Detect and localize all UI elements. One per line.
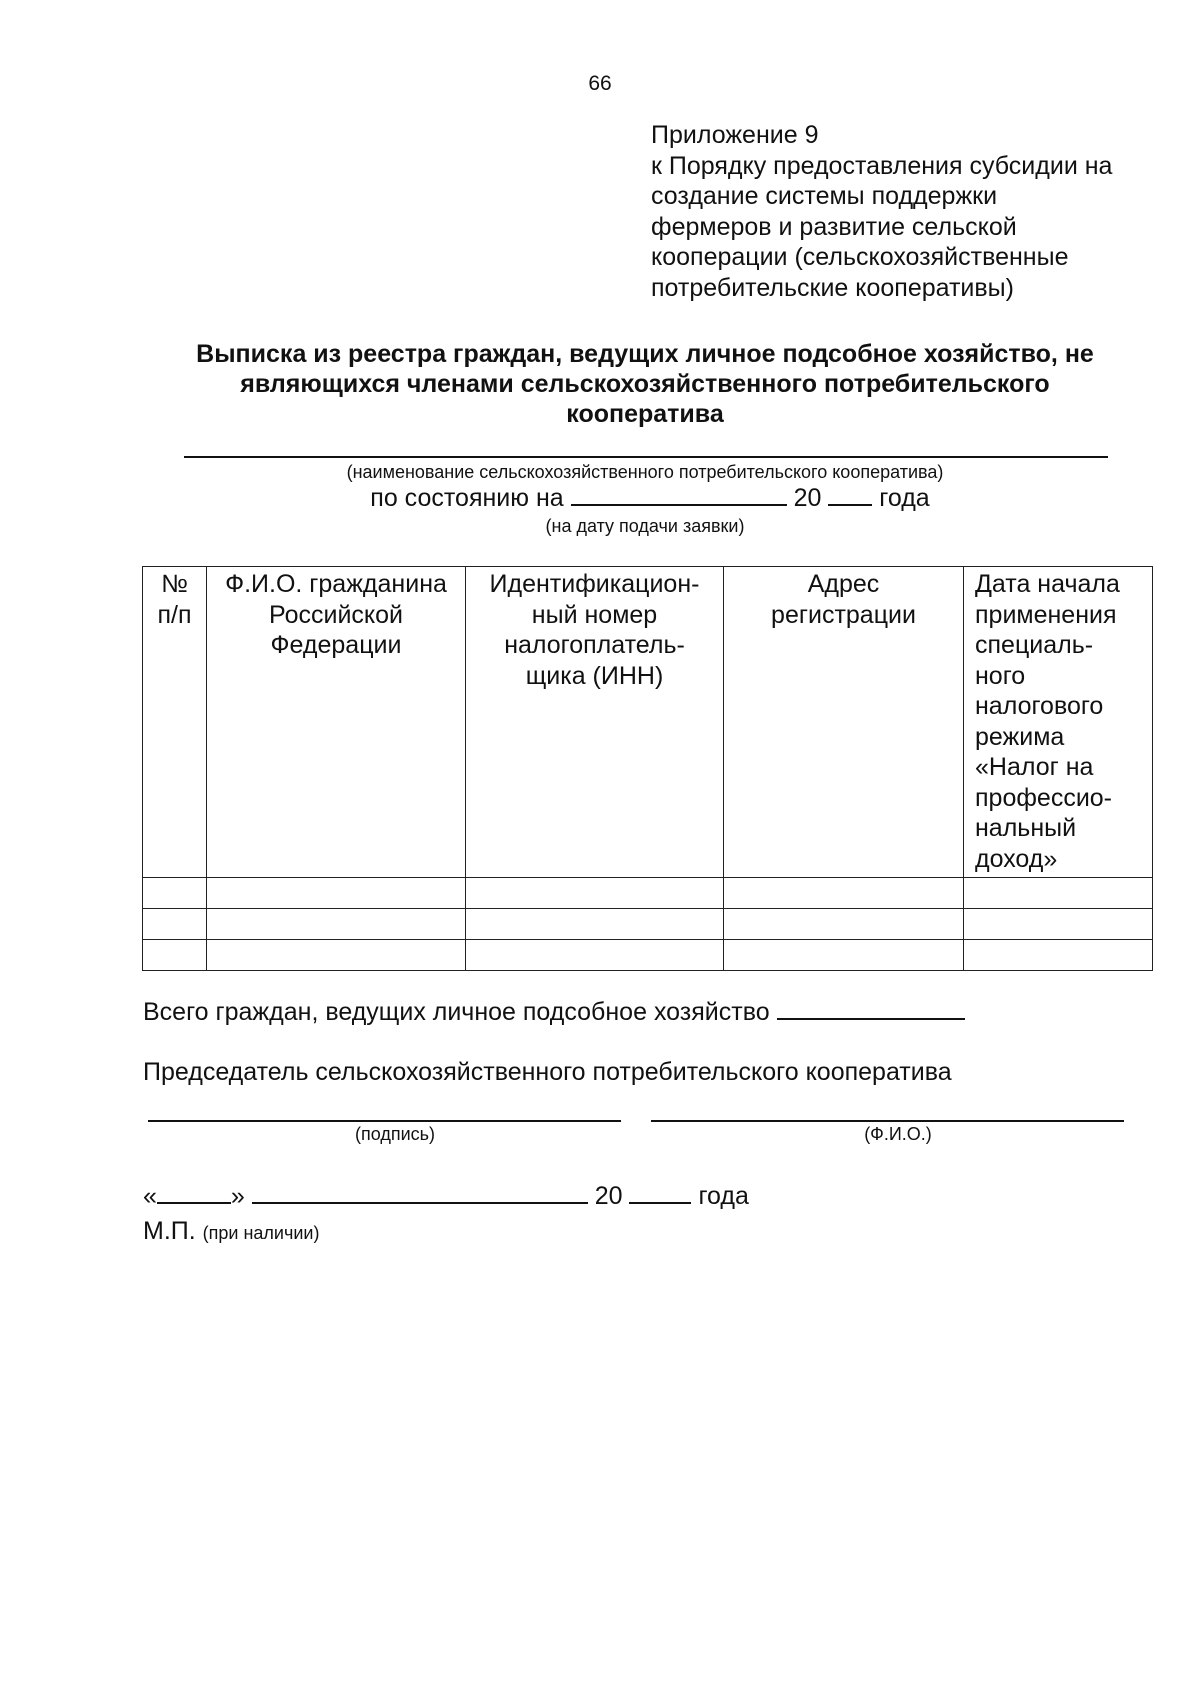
total-citizens-line <box>143 998 965 1027</box>
table-cell[interactable] <box>724 940 964 971</box>
table-cell[interactable] <box>466 878 724 909</box>
signature-caption: (подпись) <box>354 1124 436 1144</box>
signing-year-prefix: 20 <box>594 1182 623 1210</box>
table-cell[interactable] <box>466 909 724 940</box>
title-line: Выписка из реестра граждан, ведущих личное подсобное хозяйство, не <box>196 340 1094 368</box>
title-line: являющихся членами сельскохозяйственного потребительского <box>240 370 1050 398</box>
table-cell[interactable] <box>466 940 724 971</box>
chairman-label: Председатель сельскохозяйственного потребительского кооператива <box>143 1058 952 1086</box>
as-of-year-field[interactable] <box>828 484 872 506</box>
header-number: № п/п <box>143 567 207 878</box>
table-header-row <box>143 567 1153 878</box>
table-cell[interactable] <box>143 940 207 971</box>
as-of-caption: (на дату подачи заявки) <box>545 516 745 536</box>
table-cell[interactable] <box>143 909 207 940</box>
as-of-date-line <box>0 484 1200 513</box>
table-cell[interactable] <box>143 878 207 909</box>
table-cell[interactable] <box>207 909 466 940</box>
stamp-label: М.П. <box>143 1217 196 1245</box>
cooperative-name-field[interactable] <box>184 456 1108 458</box>
appendix-line: фермеров и развитие сельской <box>651 212 1017 241</box>
page-number: 66 <box>588 72 612 95</box>
as-of-year-prefix: 20 <box>793 484 822 512</box>
chairman-fio-field[interactable] <box>651 1120 1124 1122</box>
appendix-line: потребительские кооперативы) <box>651 273 1014 302</box>
citizens-registry-table <box>142 566 1153 971</box>
signing-day-field[interactable] <box>157 1182 231 1204</box>
table-cell[interactable] <box>964 878 1153 909</box>
signing-year-field[interactable] <box>629 1182 691 1204</box>
title-line: кооператива <box>566 400 724 428</box>
table-cell[interactable] <box>724 909 964 940</box>
signing-suffix: года <box>698 1182 749 1210</box>
as-of-date-field[interactable] <box>571 484 787 506</box>
close-quote: » <box>230 1182 245 1210</box>
table-cell[interactable] <box>207 940 466 971</box>
document-title <box>120 339 1170 429</box>
signing-month-field[interactable] <box>252 1182 588 1204</box>
table-row <box>143 909 1153 940</box>
appendix-line: к Порядку предоставления субсидии на <box>651 151 1113 180</box>
header-registration-address: Адрес регистрации <box>724 567 964 878</box>
header-tax-regime-start-date: Дата начала применения специаль- ного налогового режима «Налог на профессио- нальный доход» <box>964 567 1153 878</box>
stamp-line <box>143 1217 319 1246</box>
table-cell[interactable] <box>724 878 964 909</box>
total-citizens-label: Всего граждан, ведущих личное подсобное хозяйство <box>143 998 770 1026</box>
stamp-caption: (при наличии) <box>202 1223 320 1243</box>
appendix-line: создание системы поддержки <box>651 182 998 210</box>
table-row <box>143 940 1153 971</box>
total-citizens-field[interactable] <box>777 998 965 1020</box>
fio-caption: (Ф.И.О.) <box>864 1124 932 1144</box>
signature-field[interactable] <box>148 1120 621 1122</box>
signing-date-line <box>143 1182 749 1211</box>
as-of-suffix: года <box>879 484 930 512</box>
as-of-label: по состоянию на <box>370 484 564 512</box>
appendix-line: Приложение 9 <box>651 121 819 149</box>
appendix-reference <box>651 120 1171 303</box>
header-inn: Идентификацион- ный номер налогоплатель- щика (ИНН) <box>466 567 724 878</box>
cooperative-name-caption: (наименование сельскохозяйственного потребительского кооператива) <box>346 462 944 482</box>
open-quote: « <box>143 1182 157 1210</box>
table-row <box>143 878 1153 909</box>
table-cell[interactable] <box>964 909 1153 940</box>
appendix-line: кооперации (сельскохозяйственные <box>651 243 1069 271</box>
header-full-name: Ф.И.О. гражданина Российской Федерации <box>207 567 466 878</box>
table-cell[interactable] <box>964 940 1153 971</box>
table-cell[interactable] <box>207 878 466 909</box>
